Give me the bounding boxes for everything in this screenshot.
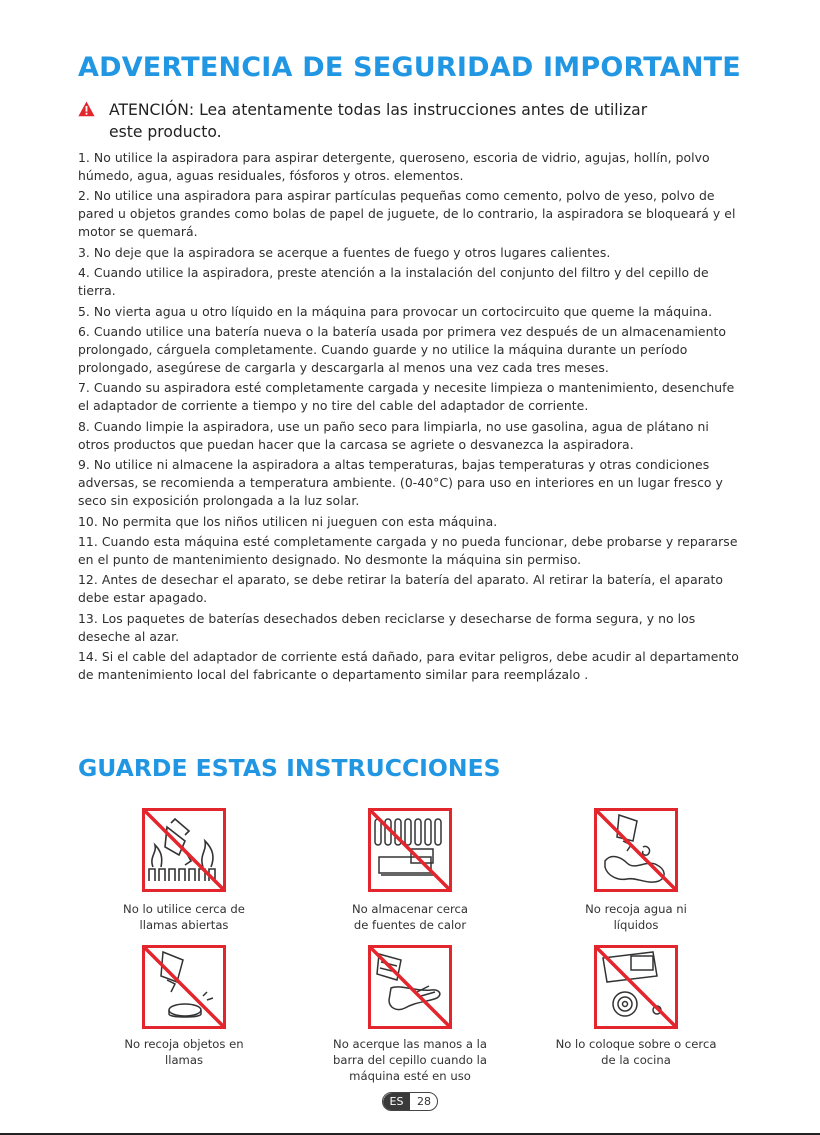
page-number-badge (382, 1092, 438, 1111)
safety-rule: 13. Los paquetes de baterías desechados deben reciclarse y desecharse de forma segura, y no los deseche al azar. (78, 610, 696, 644)
safety-rule: 2. No utilice una aspiradora para aspirar partículas pequeñas como cemento, polvo de yeso, polvo de pared u objetos grandes como bolas de papel de juguete, de lo contrario, la aspiradora se bloqueará y el motor se quemará. (78, 188, 736, 240)
safety-rule: 8. Cuando limpie la aspiradora, use un paño seco para limpiarla, no use gasolina, agua de plátano ni otros productos que puedan hacer que la carcasa se agriete o desvanezca la aspiradora. (78, 418, 709, 452)
pictogram-caption: No recoja agua ni líquidos (585, 902, 687, 932)
stove-icon (594, 945, 678, 1029)
hand-brush-icon (368, 945, 452, 1029)
page-title: ADVERTENCIA DE SEGURIDAD IMPORTANTE (78, 52, 741, 83)
safety-rule: 3. No deje que la aspiradora se acerque a fuentes de fuego y otros lugares calientes. (78, 244, 611, 260)
attention-line-2: este producto. (109, 123, 222, 141)
safety-rule: 6. Cuando utilice una batería nueva o la batería usada por primera vez después de un almacenamiento prolongado, cárguela completamente. Cuando guarde y no utilice la máquina durante un período prolongado, asegúrese de cargarla y descargarla al menos una vez cada tres meses. (78, 323, 727, 375)
attention-line-1: ATENCIÓN: Lea atentamente todas las instrucciones antes de utilizar (109, 101, 648, 119)
safety-rule: 9. No utilice ni almacene la aspiradora a altas temperaturas, bajas temperaturas y otras condiciones adversas, se recomienda a temperatura ambiente. (0-40°C) para uso en interiores en un lugar fresco y seco sin exposición prolongada a la luz solar. (78, 457, 723, 509)
heater-icon (368, 808, 452, 892)
pictogram-caption: No acerque las manos a la barra del cepillo cuando la máquina esté en uso (333, 1037, 487, 1083)
pictogram-caption: No recoja objetos en llamas (124, 1037, 244, 1067)
page-number: 28 (417, 1095, 431, 1108)
burning-object-icon (142, 945, 226, 1029)
safety-rule: 4. Cuando utilice la aspiradora, preste atención a la instalación del conjunto del filtro y del cepillo de tierra. (78, 265, 709, 299)
attention-notice (78, 99, 738, 143)
safety-rule: 5. No vierta agua u otro líquido en la máquina para provocar un cortocircuito que queme la máquina. (78, 303, 713, 319)
save-instructions-title: GUARDE ESTAS INSTRUCCIONES (78, 754, 501, 782)
warning-triangle-icon (78, 101, 95, 117)
pictogram-caption: No lo utilice cerca de llamas abiertas (123, 902, 245, 932)
safety-rule: 12. Antes de desechar el aparato, se debe retirar la batería del aparato. Al retirar la batería, el aparato debe estar apagado. (78, 572, 724, 606)
water-liquid-icon (594, 808, 678, 892)
pictogram-caption: No lo coloque sobre o cerca de la cocina (555, 1037, 717, 1067)
language-code: ES (383, 1093, 410, 1111)
safety-rules-list (78, 149, 740, 686)
open-flame-icon (142, 808, 226, 892)
safety-rule: 14. Si el cable del adaptador de corriente está dañado, para evitar peligros, debe acudir al departamento de mantenimiento local del fabricante o departamento similar para reemplázalo . (78, 649, 739, 683)
safety-rule: 11. Cuando esta máquina esté completamente cargada y no pueda funcionar, debe probarse y repararse en el punto de mantenimiento designado. No desmonte la máquina sin permiso. (78, 533, 738, 567)
safety-rule: 1. No utilice la aspiradora para aspirar detergente, queroseno, escoria de vidrio, agujas, hollín, polvo húmedo, agua, aguas residuales, fósforos y otros. elementos. (78, 150, 710, 183)
safety-rule: 7. Cuando su aspiradora esté completamente cargada y necesite limpieza o mantenimiento, desenchufe el adaptador de corriente a tiempo y no tire del cable del adaptador de corriente. (78, 380, 735, 414)
safety-rule: 10. No permita que los niños utilicen ni jueguen con esta máquina. (78, 513, 498, 529)
pictogram-caption: No almacenar cerca de fuentes de calor (351, 902, 469, 932)
